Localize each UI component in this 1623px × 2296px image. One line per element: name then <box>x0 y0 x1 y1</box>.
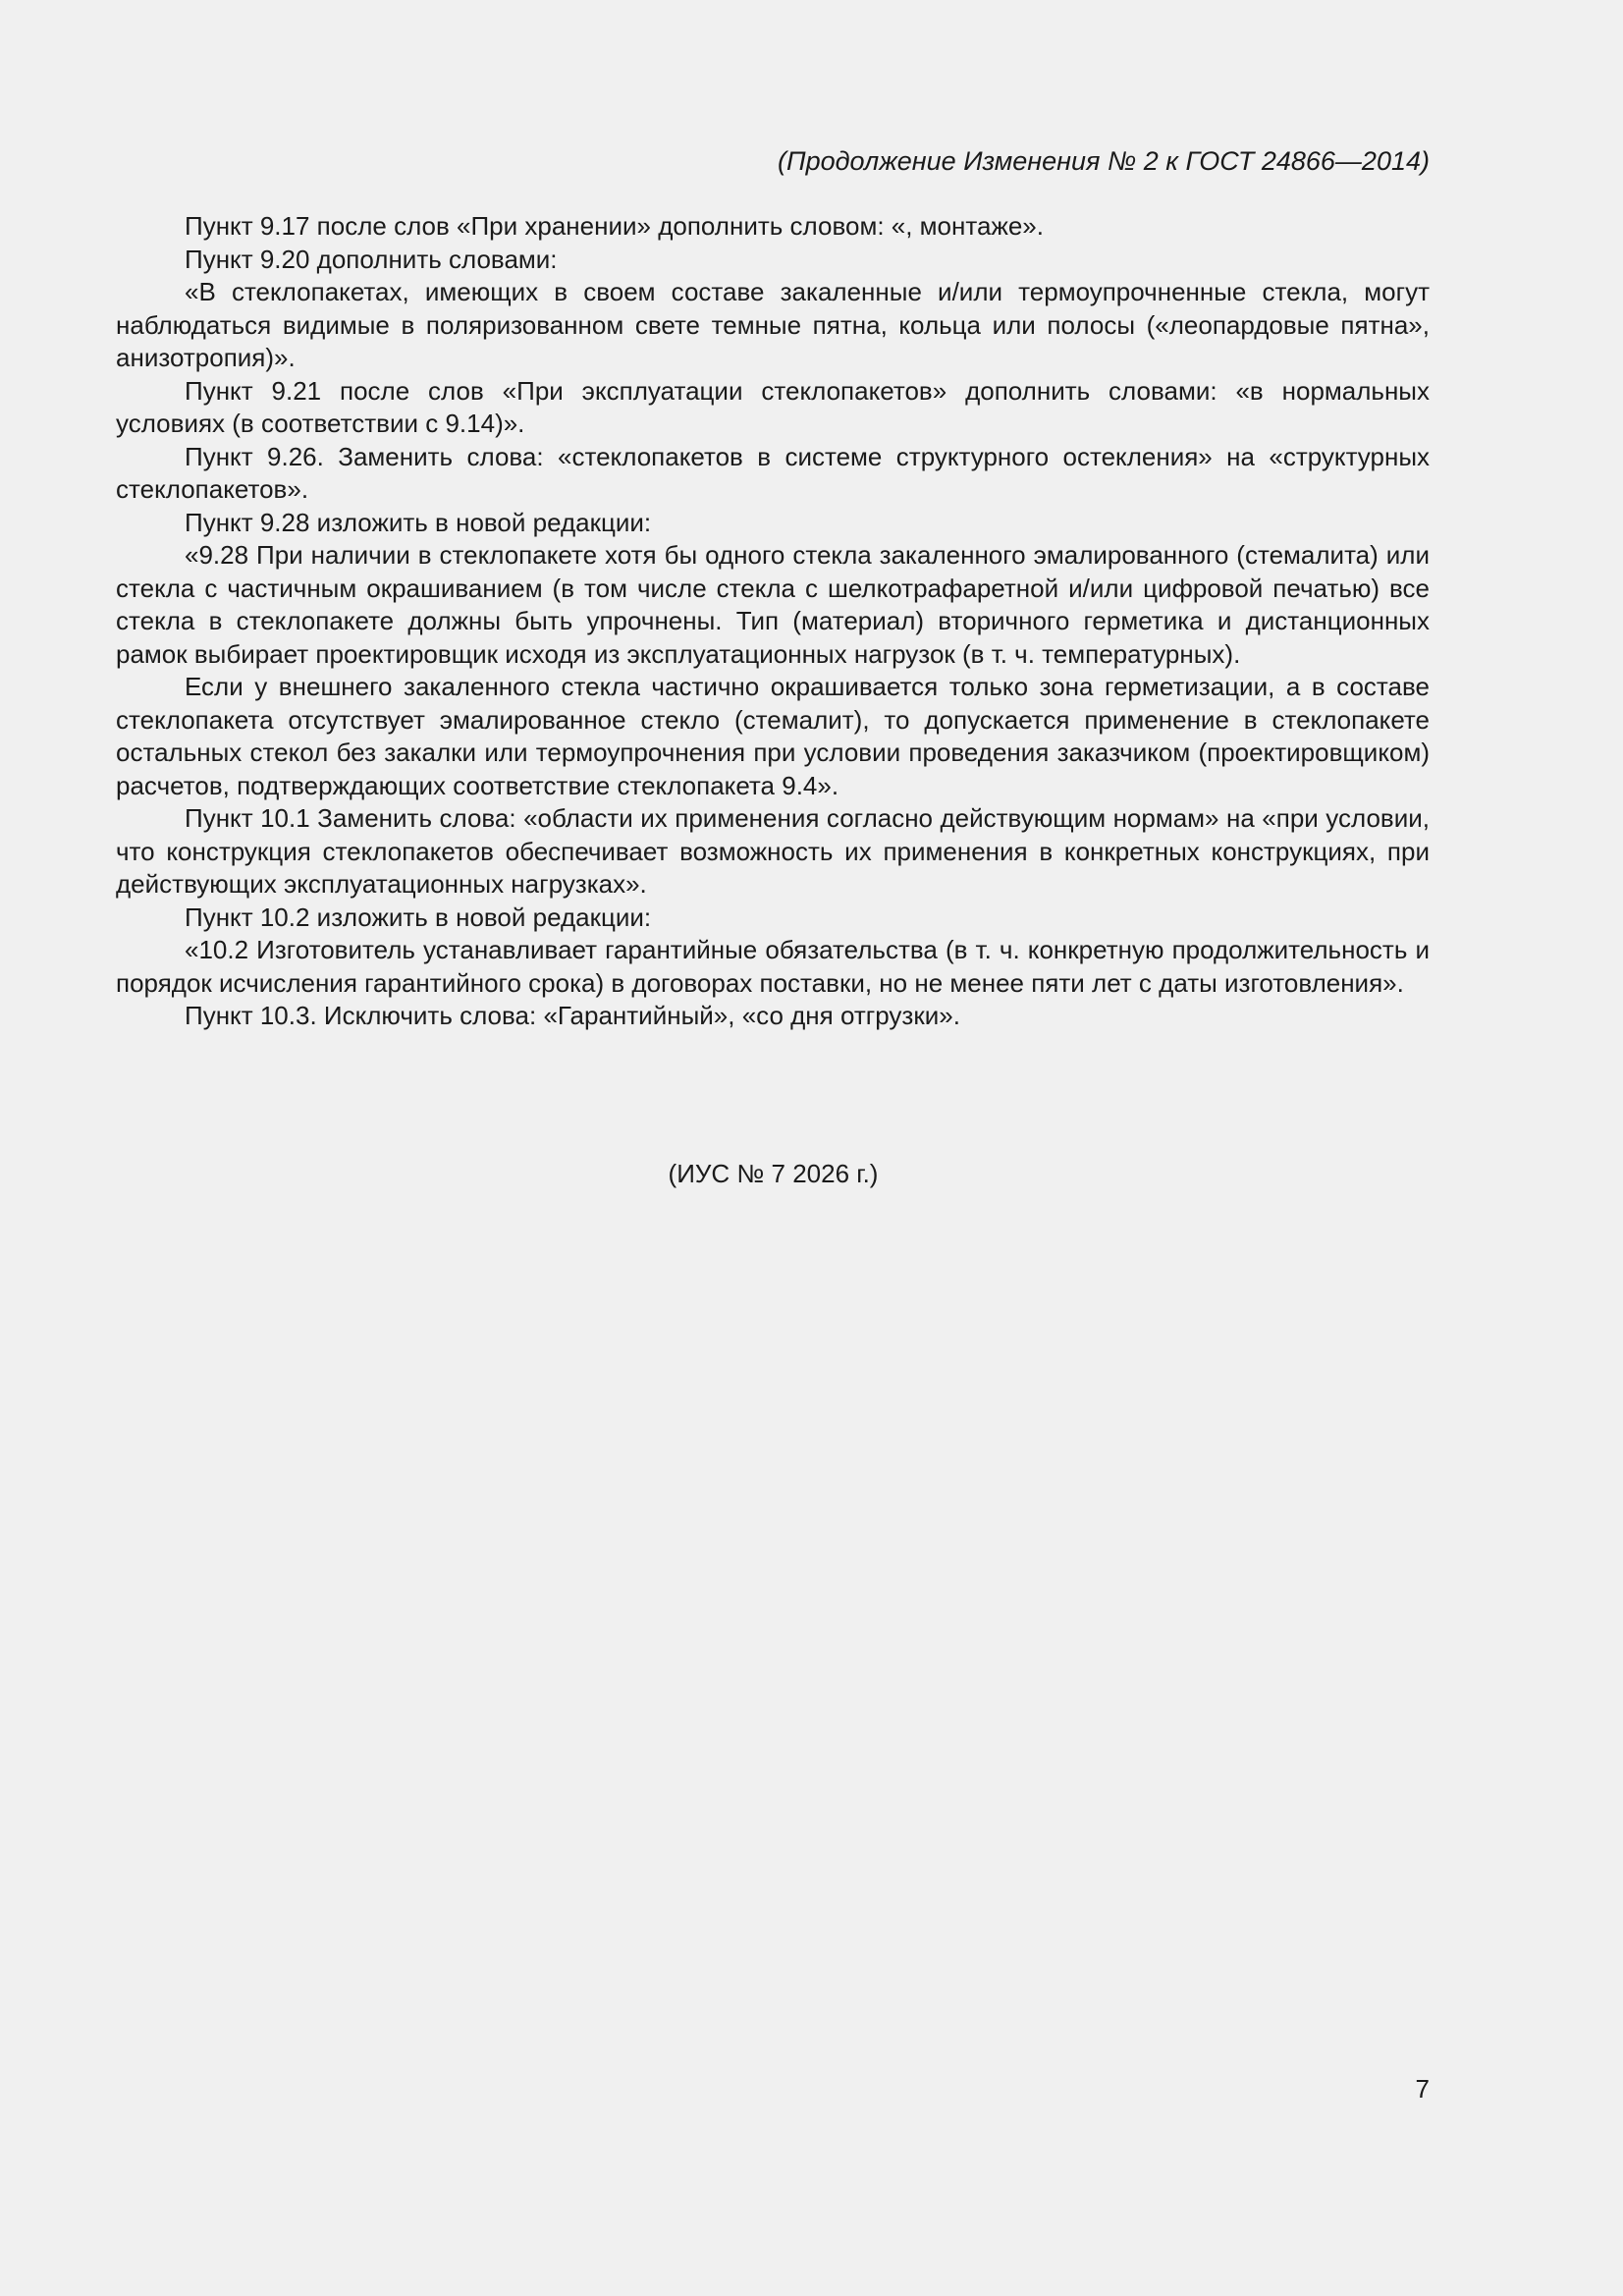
page-number: 7 <box>1415 2074 1430 2104</box>
paragraph: Если у внешнего закаленного стекла частично окрашивается только зона герметизации, а в составе стеклопакета отсутствует эмалированное стекло (стемалит), то допускается применение в стеклопакете остальных стекол без закалки или термоупрочнения при условии проведения заказчиком (проектировщиком) расчетов, подтверждающих соответствие стеклопакета 9.4». <box>116 672 1430 800</box>
paragraph: «В стеклопакетах, имеющих в своем составе закаленные и/или термоупрочненные стекла, могут наблюдаться видимые в поляризованном свете темные пятна, кольца или полосы («леопардовые пятна», анизотропия)». <box>116 277 1430 372</box>
document-body <box>116 210 1430 1033</box>
paragraph: Пункт 9.17 после слов «При хранении» дополнить словом: «, монтаже». <box>185 211 1044 241</box>
paragraph: Пункт 9.26. Заменить слова: «стеклопакетов в системе структурного остекления» на «структурных стеклопакетов». <box>116 441 1430 504</box>
paragraph: Пункт 9.28 изложить в новой редакции: <box>185 507 652 537</box>
paragraph: «9.28 При наличии в стеклопакете хотя бы одного стекла закаленного эмалированного (стемалита) или стекла с частичным окрашиванием (в том числе стекла с шелкотрафаретной и/или цифровой печатью) все стекла в стеклопакете должны быть упрочнены. Тип (материал) вторичного герметика и дистанционных рамок выбирает проектировщик исходя из эксплуатационных нагрузок (в т. ч. температурных). <box>116 540 1430 669</box>
paragraph: Пункт 10.1 Заменить слова: «области их применения согласно действующим нормам» на «при условии, что конструкция стеклопакетов обеспечивает возможность их применения в конкретных конструкциях, при действующих эксплуатационных нагрузках». <box>116 803 1430 899</box>
ius-reference: (ИУС № 7 2026 г.) <box>668 1159 879 1188</box>
paragraph: «10.2 Изготовитель устанавливает гарантийные обязательства (в т. ч. конкретную продолжительность и порядок исчисления гарантийного срока) в договорах поставки, но не менее пяти лет с даты изготовления». <box>116 935 1430 998</box>
paragraph: Пункт 10.3. Исключить слова: «Гарантийный», «со дня отгрузки». <box>185 1001 960 1030</box>
page-header: (Продолжение Изменения № 2 к ГОСТ 24866—2014) <box>778 146 1430 176</box>
paragraph: Пункт 10.2 изложить в новой редакции: <box>185 902 652 932</box>
paragraph: Пункт 9.20 дополнить словами: <box>185 244 558 274</box>
paragraph: Пункт 9.21 после слов «При эксплуатации стеклопакетов» дополнить словами: «в нормальных условиях (в соответствии с 9.14)». <box>116 375 1430 438</box>
